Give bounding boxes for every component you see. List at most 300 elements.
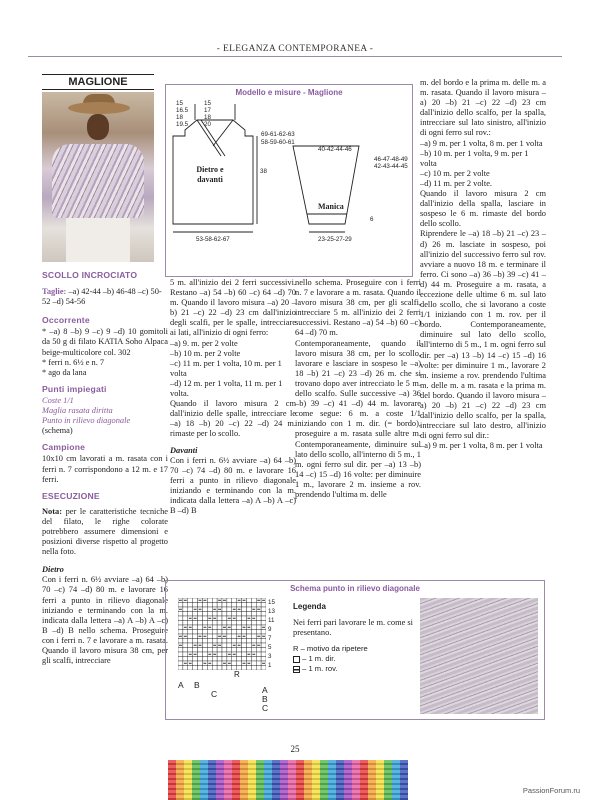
chart-cell <box>251 657 256 662</box>
chart-cell <box>198 652 203 657</box>
sizes <box>42 287 168 307</box>
sleeve-side-1: 46-47-48-49 <box>374 156 408 163</box>
chart-cell <box>237 648 242 653</box>
chart-cell <box>242 643 247 648</box>
chart-cell <box>198 630 203 635</box>
chart-cell <box>227 634 232 639</box>
sleeve-side-2: 42-43-44-45 <box>374 163 408 170</box>
chart-cell <box>217 603 222 608</box>
chart-cell <box>246 621 251 626</box>
back-title: Dietro <box>42 565 64 575</box>
chart-cell <box>242 648 247 653</box>
chart-cell <box>207 657 212 662</box>
chart-cell <box>256 616 261 621</box>
diagram-title: Modello e misure - Maglione <box>235 88 343 97</box>
chart-cell <box>256 603 261 608</box>
chart-cell <box>188 657 193 662</box>
chart-cell <box>256 666 261 671</box>
legend <box>293 602 413 674</box>
chart-cell <box>212 621 217 626</box>
chart-cell <box>183 607 188 612</box>
chart-cell <box>242 639 247 644</box>
chart-cell <box>256 625 261 630</box>
material-1: * –a) 8 –b) 9 –c) 9 –d) 10 gomitoli da 50 g di filato KATIA Soho Alpaca beige-multicolore col. 302 <box>42 327 168 357</box>
chart-cell <box>242 616 247 621</box>
letter-c-left: C <box>211 689 218 699</box>
back-shoulder-a: –a) 9. m. per 2 volte <box>170 338 238 348</box>
chart-cell <box>202 657 207 662</box>
letters-right <box>262 686 268 713</box>
chart-cell <box>242 666 247 671</box>
chart-cell <box>207 639 212 644</box>
letter-a-right: A <box>262 685 268 695</box>
chart-cell <box>217 616 222 621</box>
chart-cell <box>198 616 203 621</box>
chart-cell <box>242 603 247 608</box>
yarn-texture <box>168 760 408 800</box>
face <box>87 114 109 140</box>
chart-cell <box>242 652 247 657</box>
front-shoulder-d: –d) 11 m. per 2 volte. <box>420 178 493 188</box>
chart-cell <box>261 666 266 671</box>
chart-cell <box>242 657 247 662</box>
chart-cell <box>183 616 188 621</box>
chart-cell <box>198 639 203 644</box>
chart-cell <box>198 661 203 666</box>
page-number: 25 <box>290 744 300 754</box>
row-7: 7 <box>268 635 272 642</box>
note-label: Nota: <box>42 506 63 516</box>
gauge-title: Campione <box>42 442 86 453</box>
front-continued: nello schema. Proseguire con i ferri n. 7 e lavorare a m. rasata. Quando il lavoro misura 38 cm, per gli scalfi, intrecciare 5 m. all'inizio dei 2 ferri successivi. Restano –a) 54 –b) 60 –c) 64 –d) 70 m. <box>295 278 421 338</box>
chart-cell <box>188 639 193 644</box>
chart-cell <box>178 661 183 666</box>
chart-cell <box>251 621 256 626</box>
stitch-chart-grid <box>178 598 266 670</box>
chart-cell <box>178 621 183 626</box>
chart-cell <box>256 639 261 644</box>
chart-cell <box>232 625 237 630</box>
chart-cell <box>232 661 237 666</box>
chart-cell <box>188 612 193 617</box>
chart-cell <box>256 652 261 657</box>
chart-cell <box>222 657 227 662</box>
chart-cell <box>227 612 232 617</box>
chart-cell <box>251 603 256 608</box>
chart-cell <box>232 657 237 662</box>
shoulder-left-3: 18 <box>176 114 183 121</box>
shoulder-right-2: 17 <box>204 107 211 114</box>
chart-cell <box>193 639 198 644</box>
chart-cell <box>202 666 207 671</box>
chart-cell <box>242 630 247 635</box>
stitch-chart-title: Schema punto in rilievo diagonale <box>290 584 420 593</box>
shoulder-left-2: 16.5 <box>176 107 189 114</box>
section-scollo: SCOLLO INCROCIATO <box>42 270 138 280</box>
stitch-2: Maglia rasata diritta <box>42 406 113 416</box>
chart-cell <box>217 652 222 657</box>
chart-cell <box>227 657 232 662</box>
chart-cell <box>217 657 222 662</box>
chart-cell <box>256 657 261 662</box>
sizes-value: –a) 42-44 –b) 46-48 –c) 50-52 –d) 54-56 <box>42 287 162 307</box>
chart-cell <box>256 648 261 653</box>
chart-cell <box>261 630 266 635</box>
chart-cell <box>261 657 266 662</box>
chart-cell <box>183 643 188 648</box>
chart-cell <box>251 612 256 617</box>
pattern-title: MAGLIONE <box>42 74 154 90</box>
chart-cell <box>251 666 256 671</box>
front-left-shoulder: m. del bordo e la prima m. delle m. a m. rasata. Quando il lavoro misura –a) 20 –b) 21 –c) 22 –d) 23 cm dall'inizio dello scalfo, per la spalla, intrecciare sul lato sinistro, all'inizio di ogni ferro sul rov.: <box>420 78 546 138</box>
chart-cell <box>193 612 198 617</box>
chart-cell <box>246 666 251 671</box>
column-1 <box>42 266 168 666</box>
material-3: * ago da lana <box>42 367 87 377</box>
chart-cell <box>212 612 217 617</box>
legend-title: Legenda <box>293 602 326 611</box>
column-3 <box>295 278 421 500</box>
chart-cell <box>202 643 207 648</box>
chart-cell <box>193 598 198 603</box>
chart-cell <box>183 639 188 644</box>
chart-cell <box>246 603 251 608</box>
front-title: Davanti <box>170 445 198 455</box>
front-right-side: Riprendere le –a) 18 –b) 21 –c) 23 –d) 26 m. lasciate in sospeso, poi all'inizio del successivo ferro sul rov. avviare a nuovo 18 m. e terminare il ferro. Ci sono –a) 36 –b) 39 –c) 41 –d) 44 m. Proseguire a m. rasata, a eccezione delle ultime 6 m. sul lato dello scollo, che si lavorano a coste 1/1 iniziando con 1 m. rov. per il bordo. Contemporaneamente, diminuire sul lato dello scollo, all'interno di 5 m., 1 m. ogni ferro sul dir. per –a) 13 –b) 14 –c) 15 –d) 16 volte: per diminuire 1 m., lavorare 2 m. insieme a rov. prendendo l'ultima m. delle m. a m. rasata e la prima m. del bordo. Quando il lavoro misura –a) 20 –b) 21 –c) 22 –d) 23 cm dall'inizio dello scalfo, per la spalla, intrecciare sul lato destro, all'inizio di ogni ferro sul dir.: <box>420 229 546 441</box>
chart-cell <box>242 621 247 626</box>
chart-cell <box>242 612 247 617</box>
chart-cell <box>183 603 188 608</box>
chart-cell <box>227 630 232 635</box>
chart-cell <box>256 621 261 626</box>
chart-cell <box>198 612 203 617</box>
chart-cell <box>193 630 198 635</box>
shoulder-right-4: 20 <box>204 121 211 128</box>
back-neck: Quando il lavoro misura 2 cm dall'inizio delle spalle, intrecciare le –a) 18 –b) 20 –c) 22 –d) 24 m. rimaste per lo scollo. <box>170 399 296 439</box>
chart-cell <box>246 639 251 644</box>
note-text: per le caratteristiche tecniche del filato, le righe colorate potrebbero assumere dimensioni e posizioni diverse rispetto al progetto nella foto. <box>42 506 168 557</box>
letter-b-left: B <box>194 680 200 690</box>
chart-cell <box>188 598 193 603</box>
back-shoulder-d: –d) 12 m. per 1 volta, 11 m. per 1 volta. <box>170 378 283 399</box>
chart-cell <box>256 612 261 617</box>
chart-cell <box>207 598 212 603</box>
chart-cell <box>202 612 207 617</box>
chart-cell <box>222 648 227 653</box>
chart-cell <box>188 621 193 626</box>
chart-cell <box>237 661 242 666</box>
note <box>42 507 168 557</box>
back-text: Con i ferri n. 6½ avviare –a) 64 –b) 70 –c) 74 –d) 80 m. e lavorare 16 ferri a punto in rilievo diagonale iniziando e terminando con la m. indicata dalla lettera –a) A –b) A –c) B –d) B nello schema. Proseguire con i ferri n. 7 e lavorare a m. rasata. Quando il lavoro misura 38 cm, per gli scalfi, intrecciare <box>42 575 168 666</box>
chart-cell <box>222 639 227 644</box>
material-2: * ferri n. 6½ e n. 7 <box>42 357 105 367</box>
chart-cell <box>237 630 242 635</box>
chart-cell <box>188 634 193 639</box>
chart-cell <box>183 652 188 657</box>
letter-a-left: A <box>178 680 184 690</box>
chart-cell <box>212 634 217 639</box>
materials-title: Occorrente <box>42 315 90 326</box>
chart-cell <box>178 625 183 630</box>
column-2 <box>170 278 296 516</box>
chart-cell <box>261 603 266 608</box>
chart-cell <box>202 603 207 608</box>
chart-cell <box>178 603 183 608</box>
chart-cell <box>202 639 207 644</box>
chart-cell <box>246 634 251 639</box>
chart-cell <box>246 630 251 635</box>
chart-cell <box>222 607 227 612</box>
chart-cell <box>193 657 198 662</box>
chart-cell <box>202 607 207 612</box>
chart-cell <box>232 598 237 603</box>
knit-swatch-photo <box>420 598 538 714</box>
legend-purl-label: – 1 m. rov. <box>302 664 338 674</box>
row-13: 13 <box>268 608 275 615</box>
chart-cell <box>193 621 198 626</box>
letter-c-right: C <box>262 703 269 713</box>
chart-cell <box>261 652 266 657</box>
chart-cell <box>183 657 188 662</box>
row-15: 15 <box>268 599 275 606</box>
chart-cell <box>232 612 237 617</box>
sleeve-top-width: 40-42-44-46 <box>318 146 352 153</box>
front-shoulder-c: –c) 10 m. per 2 volte <box>420 168 490 178</box>
instructions-title: ESECUZIONE <box>42 490 100 501</box>
chart-cell <box>237 612 242 617</box>
sleeve-bottom-width: 23-25-27-29 <box>318 236 352 243</box>
chart-cell <box>246 657 251 662</box>
chart-cell <box>188 607 193 612</box>
chart-cell <box>237 657 242 662</box>
chart-cell <box>232 639 237 644</box>
chart-cell <box>212 625 217 630</box>
front-neck: Contemporaneamente, quando il lavoro misura 38 cm, per lo scollo, lavorare e lasciare in sospeso le –a) 18 –b) 21 –c) 23 –d) 26 m. che si trovano dopo aver intrecciato le 5 m. dello scalfo. Sulle successive –a) 36 –b) 39 –c) 41 –d) 44 m. lavorare come segue: 6 m. a coste 1/1 iniziando con 1 m. dir. (= bordo), proseguire a m. rasata sulle altre m. Contemporaneamente, diminuire sul lato dello scollo, all'interno di 5 m., 1 m. ogni ferro sul dir. per –a) 13 –b) 14 –c) 15 –d) 16 volte: per diminuire 1 m., lavorare 2 m. insieme a rov. prendendo l'ultima m. delle <box>295 338 421 499</box>
chart-cell <box>261 612 266 617</box>
chart-cell <box>227 603 232 608</box>
chart-cell <box>193 625 198 630</box>
chart-cell <box>237 603 242 608</box>
back-shoulder-c: –c) 11 m. per 1 volta, 10 m. per 1 volta <box>170 358 282 378</box>
chart-cell <box>212 630 217 635</box>
chart-cell <box>222 652 227 657</box>
chart-cell <box>232 634 237 639</box>
chart-cell <box>178 630 183 635</box>
legend-knit <box>293 654 413 664</box>
chart-cell <box>261 616 266 621</box>
stitch-3: Punto in rilievo diagonale <box>42 416 131 426</box>
chart-cell <box>193 661 198 666</box>
chart-cell <box>193 603 198 608</box>
chart-cell <box>232 630 237 635</box>
chart-cell <box>256 661 261 666</box>
column-4 <box>420 78 546 451</box>
chart-cell <box>261 639 266 644</box>
chart-cell <box>227 607 232 612</box>
sleeve-cuff-height: 6 <box>370 216 374 223</box>
chart-cell <box>207 607 212 612</box>
chart-cell <box>178 657 183 662</box>
model-photo <box>42 92 154 262</box>
running-header: - ELEGANZA CONTEMPORANEA - <box>216 44 374 54</box>
chart-cell <box>212 657 217 662</box>
chart-cell <box>222 612 227 617</box>
row-5: 5 <box>268 644 272 651</box>
chart-cell <box>212 648 217 653</box>
chart-cell <box>178 666 183 671</box>
chart-cell <box>222 666 227 671</box>
chart-cell <box>246 648 251 653</box>
row-9: 9 <box>268 626 272 633</box>
chart-cell <box>212 666 217 671</box>
chart-cell <box>222 630 227 635</box>
chart-cell <box>222 643 227 648</box>
chart-cell <box>251 634 256 639</box>
chart-cell <box>256 630 261 635</box>
chart-cell <box>251 598 256 603</box>
chart-cell <box>202 616 207 621</box>
chart-cell <box>198 603 203 608</box>
body-label: Dietro e davanti <box>196 165 224 184</box>
chart-cell <box>183 630 188 635</box>
chart-cell <box>261 643 266 648</box>
chart-cell <box>207 603 212 608</box>
chart-cell <box>237 652 242 657</box>
chart-cell <box>188 643 193 648</box>
chart-cell <box>251 661 256 666</box>
chart-cell <box>202 648 207 653</box>
letter-b-right: B <box>262 694 268 704</box>
hat-brim <box>68 102 130 114</box>
knit-symbol-icon <box>293 656 300 663</box>
chart-cell <box>207 612 212 617</box>
chart-cell <box>198 666 203 671</box>
chart-cell <box>202 652 207 657</box>
legend-knit-label: – 1 m. dir. <box>302 654 336 664</box>
chart-cell <box>227 639 232 644</box>
chart-cell <box>198 625 203 630</box>
shoulder-left-1: 15 <box>176 100 183 107</box>
chart-cell <box>237 621 242 626</box>
legend-purl <box>293 664 413 674</box>
chart-cell <box>178 648 183 653</box>
chart-cell <box>232 603 237 608</box>
chart-cell <box>237 616 242 621</box>
chart-cell <box>222 603 227 608</box>
front-shoulder-a: –a) 9 m. per 1 volta, 8 m. per 1 volta <box>420 138 543 148</box>
neck-measure-1: 69-61-62-63 <box>261 131 295 138</box>
chart-cell <box>217 630 222 635</box>
chart-cell <box>261 607 266 612</box>
sleeve-label: Manica <box>318 202 344 211</box>
chart-cell <box>251 648 256 653</box>
back-continued: 5 m. all'inizio dei 2 ferri successivi. Restano –a) 54 –b) 60 –c) 64 –d) 70 m. Quando il lavoro misura –a) 20 –b) 21 –c) 22 –d) 23 cm dall'inizio degli scalfi, per le spalle, intrecciare ai lati, all'inizio di ogni ferro: <box>170 278 296 338</box>
chart-cell <box>242 607 247 612</box>
chart-cell <box>202 630 207 635</box>
chart-cell <box>212 639 217 644</box>
chart-cell <box>183 648 188 653</box>
chart-cell <box>217 639 222 644</box>
gauge-text: 10x10 cm lavorati a m. rasata con i ferri n. 7 corrispondono a 12 m. e 17 ferri. <box>42 454 168 484</box>
chart-cell <box>237 639 242 644</box>
chart-cell <box>251 630 256 635</box>
stitch-3-note: (schema) <box>42 426 73 436</box>
chart-cell <box>227 643 232 648</box>
row-11: 11 <box>268 617 275 624</box>
chart-cell <box>188 630 193 635</box>
chart-cell <box>251 639 256 644</box>
chart-cell <box>227 648 232 653</box>
chart-cell <box>188 648 193 653</box>
chart-cell <box>207 621 212 626</box>
chart-cell <box>188 603 193 608</box>
chart-cell <box>222 616 227 621</box>
row-1: 1 <box>268 662 272 669</box>
back-shoulder-b: –b) 10 m. per 2 volte <box>170 348 241 358</box>
chart-cell <box>207 643 212 648</box>
chart-cell <box>183 621 188 626</box>
chart-cell <box>178 616 183 621</box>
chart-cell <box>212 598 217 603</box>
chart-cell <box>207 666 212 671</box>
chart-cell <box>232 648 237 653</box>
legend-text: Nei ferri pari lavorare le m. come si presentano. <box>293 618 413 638</box>
shoulder-right-1: 15 <box>204 100 211 107</box>
chart-cell <box>198 648 203 653</box>
front-text: Con i ferri n. 6½ avviare –a) 64 –b) 70 –c) 74 –d) 80 m. e lavorare 16 ferri a punto in rilievo diagonale iniziando e terminando con la m. indicata dalla lettera –a) A –b) A –c) B –d) B <box>170 455 296 516</box>
chart-cell <box>217 661 222 666</box>
chart-cell <box>217 621 222 626</box>
chart-cell <box>193 666 198 671</box>
neck-measure-2: 58-59-60-61 <box>261 139 295 146</box>
chart-cell <box>193 648 198 653</box>
chart-cell <box>207 648 212 653</box>
chart-cell <box>183 666 188 671</box>
front-shoulder-b: –b) 10 m. per 1 volta, 9 m. per 1 volta <box>420 148 529 168</box>
legend-repeat: R – motivo da ripetere <box>293 644 368 654</box>
chart-cell <box>212 603 217 608</box>
chart-cell <box>217 625 222 630</box>
row-3: 3 <box>268 653 272 660</box>
watermark: PassionForum.ru <box>522 786 580 795</box>
repeat-label: R <box>234 670 240 679</box>
stitches-title: Punti impiegati <box>42 383 107 394</box>
chart-cell <box>246 612 251 617</box>
chart-cell <box>246 598 251 603</box>
chart-cell <box>198 621 203 626</box>
chart-cell <box>217 612 222 617</box>
trousers <box>66 218 130 262</box>
chart-cell <box>212 661 217 666</box>
stitch-1: Coste 1/1 <box>42 395 74 405</box>
chart-cell <box>207 630 212 635</box>
chart-cell <box>227 621 232 626</box>
chart-cell <box>178 652 183 657</box>
chart-cell <box>193 634 198 639</box>
chart-cell <box>178 612 183 617</box>
chart-cell <box>251 625 256 630</box>
body-height: 38 <box>260 168 267 175</box>
chart-cell <box>202 621 207 626</box>
front-right-shoulder-a: –a) 9 m. per 1 volta, 8 m. per 1 volta <box>420 441 543 451</box>
body-width: 53-58-62-67 <box>196 236 230 243</box>
chart-cell <box>246 643 251 648</box>
chart-cell <box>183 612 188 617</box>
purl-symbol-icon <box>293 666 300 673</box>
chart-cell <box>222 621 227 626</box>
chart-cell <box>188 666 193 671</box>
front-hold: Quando il lavoro misura 2 cm dall'inizio della spalla, lasciare in sospeso le 6 m. rimaste del bordo dello scollo. <box>420 189 546 229</box>
